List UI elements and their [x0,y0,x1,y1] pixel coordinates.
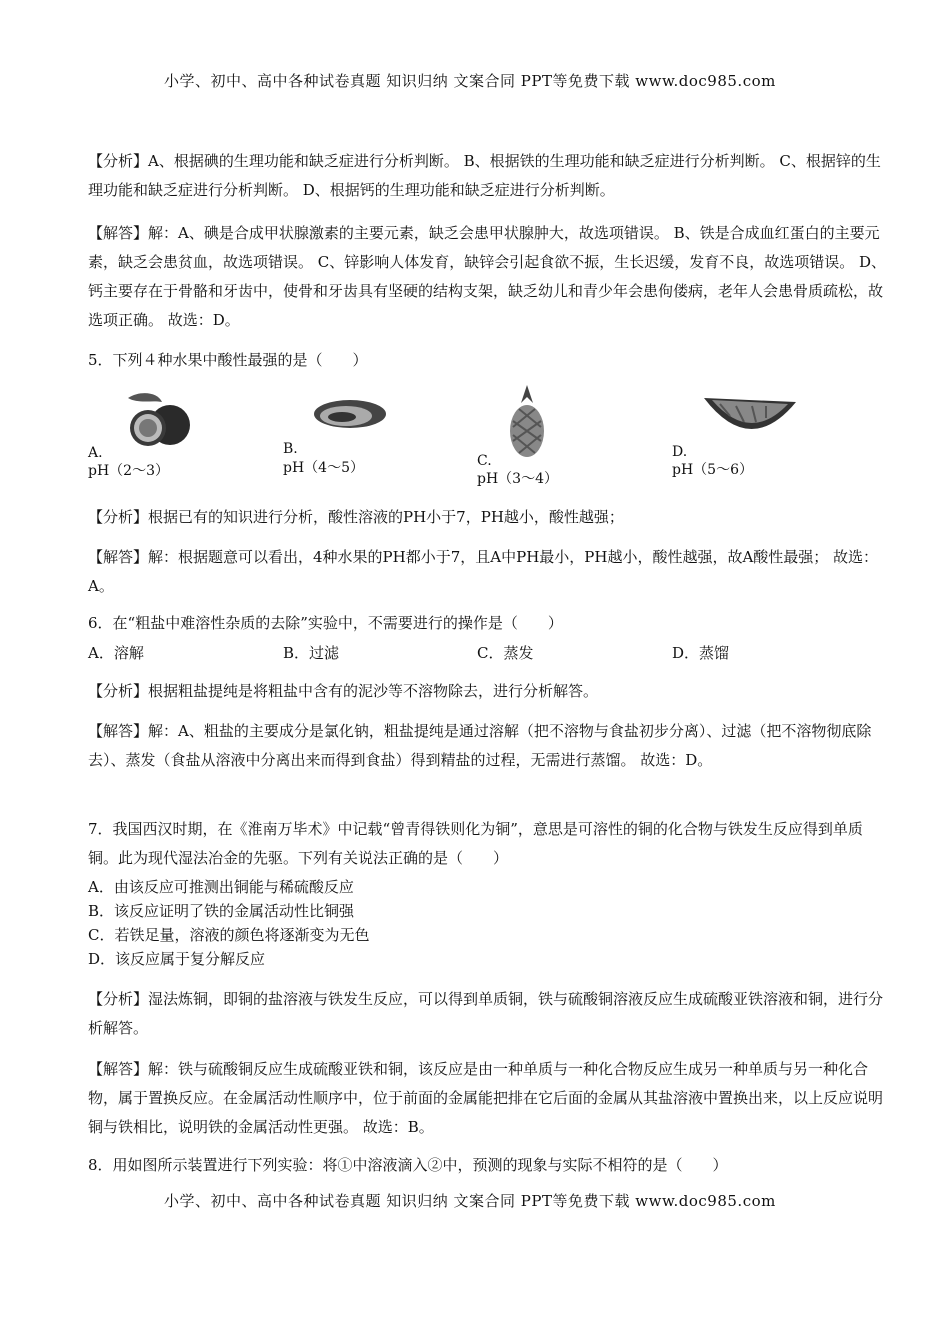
q4-analysis: 【分析】A、根据碘的生理功能和缺乏症进行分析判断。 B、根据铁的生理功能和缺乏症进行分析判断。 C、根据锌的生理功能和缺乏症进行分析判断。 D、根据钙的生理功能和缺乏症进行分析判断。 [88,152,881,199]
pineapple-icon [505,383,550,458]
q7-option-d: D．该反应属于复分解反应 [88,950,266,968]
option-b-letter: B. [283,441,298,457]
q7-question: 7．我国西汉时期，在《淮南万毕术》中记载“曾青得铁则化为铜”，意思是可溶性的铜的化合物与铁发生反应得到单质铜。此为现代湿法冶金的先驱。下列有关说法正确的是（ ） [88,820,863,867]
q6-analysis: 【分析】根据粗盐提纯是将粗盐中含有的泥沙等不溶物除去，进行分析解答。 [88,682,599,700]
q5-answer: 【解答】解：根据题意可以看出，4种水果的PH都小于7，且A中PH最小，PH越小，酸性越强，故A酸性最强； 故选：A。 [88,548,879,595]
q7-analysis: 【分析】湿法炼铜，即铜的盐溶液与铁发生反应，可以得到单质铜，铁与硫酸铜溶液反应生成硫酸亚铁溶液和铜，进行分析解答。 [88,990,884,1037]
page-footer: 小学、初中、高中各种试卷真题 知识归纳 文案合同 PPT等免费下载 www.doc985.com [164,1192,776,1210]
option-c-letter: C. [477,453,492,469]
option-d-letter: D. [672,444,688,460]
q4-answer: 【解答】解：A、碘是合成甲状腺激素的主要元素，缺乏会患甲状腺肿大，故选项错误。 B、铁是合成血红蛋白的主要元素，缺乏会患贫血，故选项错误。 C、锌影响人体发育，缺锌会引起食欲不振，生长迟缓，发育不良，故选项错误。 D、钙主要存在于骨骼和牙齿中，使骨和牙齿具有坚硬的结构支架，缺乏幼儿和青少年会患佝偻病，老年人会患骨质疏松，故选项正确。 故选：D。 [88,224,887,329]
q6-answer: 【解答】解：A、粗盐的主要成分是氯化钠，粗盐提纯是通过溶解（把不溶物与食盐初步分离）、过滤（把不溶物彻底除去）、蒸发（食盐从溶液中分离出来而得到食盐）得到精盐的过程，无需进行蒸馏。 故选：D。 [88,722,872,769]
q6-option-a: A．溶解 [88,644,144,662]
q7-option-b: B．该反应证明了铁的金属活动性比铜强 [88,902,355,920]
q7-option-a: A．由该反应可推测出铜能与稀硫酸反应 [88,878,354,896]
q5-analysis: 【分析】根据已有的知识进行分析，酸性溶液的PH小于7，PH越小，酸性越强； [88,508,624,526]
option-a-letter: A. [88,445,103,461]
page-header: 小学、初中、高中各种试卷真题 知识归纳 文案合同 PPT等免费下载 www.doc985.com [164,72,776,90]
papaya-icon [310,392,395,437]
passion-fruit-icon [118,390,193,450]
q7-answer: 【解答】解：铁与硫酸铜反应生成硫酸亚铁和铜，该反应是由一种单质与一种化合物反应生成另一种单质与另一种化合物，属于置换反应。在金属活动性顺序中，位于前面的金属能把排在它后面的金属从其盐溶液中置换出来，以上反应说明铜与铁相比，说明铁的金属活动性更强。 故选：B。 [88,1060,884,1136]
q6-option-d: D．蒸馏 [672,644,730,662]
q6-option-c: C．蒸发 [477,644,534,662]
q8-question: 8．用如图所示装置进行下列实验：将①中溶液滴入②中，预测的现象与实际不相符的是（ ） [88,1156,728,1174]
watermelon-icon [700,388,800,448]
option-c-ph: pH（3～4） [477,471,558,487]
option-a-ph: pH（2～3） [88,463,169,479]
option-d-ph: pH（5～6） [672,462,753,478]
q6-option-b: B．过滤 [283,644,340,662]
q5-question: 5．下列４种水果中酸性最强的是（ ） [88,351,368,369]
option-b-ph: pH（4～5） [283,460,364,476]
q7-option-c: C．若铁足量，溶液的颜色将逐渐变为无色 [88,926,370,944]
q6-question: 6．在“粗盐中难溶性杂质的去除”实验中，不需要进行的操作是（ ） [88,614,563,632]
